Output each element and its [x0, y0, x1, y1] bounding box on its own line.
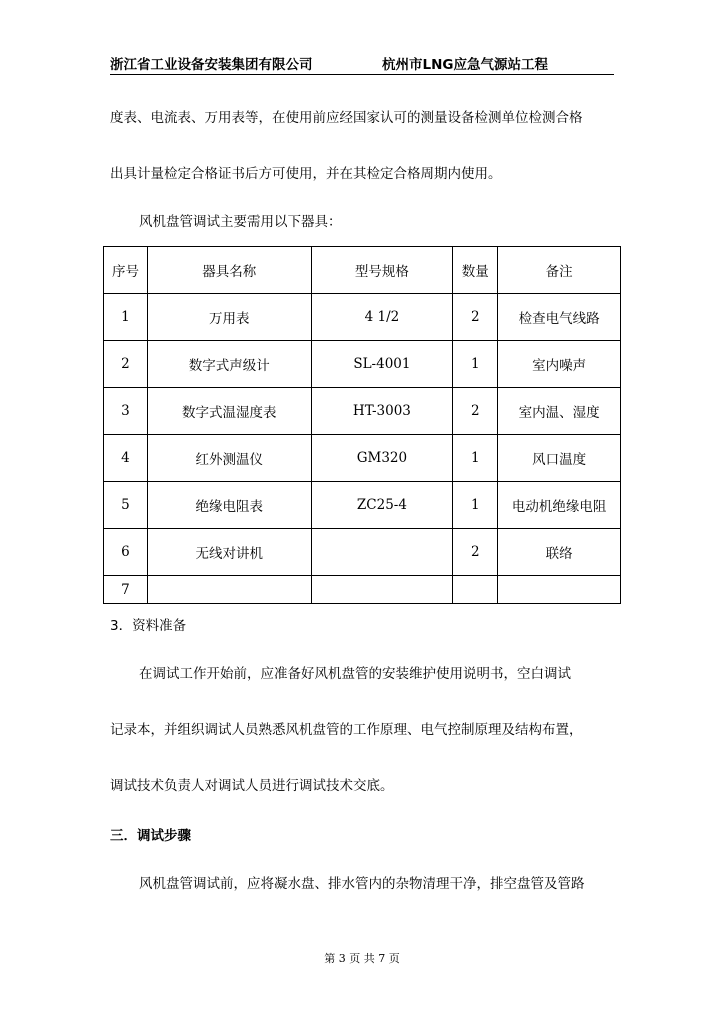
table-cell — [311, 529, 453, 576]
paragraph-line: 调试技术负责人对调试人员进行调试技术交底。 — [110, 778, 394, 794]
table-cell: 检查电气线路 — [498, 294, 621, 341]
table-cell: 联络 — [498, 529, 621, 576]
table-row — [104, 341, 621, 388]
table-cell: 4 1/2 — [311, 294, 453, 341]
table-row — [104, 482, 621, 529]
header-cell: 数量 — [453, 247, 498, 294]
table-cell — [453, 576, 498, 604]
table-row — [104, 529, 621, 576]
page-header — [110, 52, 614, 75]
table-row — [104, 294, 621, 341]
table-cell: GM320 — [311, 435, 453, 482]
table-cell: 万用表 — [147, 294, 311, 341]
table-cell: 7 — [104, 576, 148, 604]
table-cell: 室内温、湿度 — [498, 388, 621, 435]
table-cell: HT-3003 — [311, 388, 453, 435]
header-cell: 备注 — [498, 247, 621, 294]
page-number: 第 3 页 共 7 页 — [324, 952, 400, 965]
table-cell: 2 — [104, 341, 148, 388]
table-cell: 无线对讲机 — [147, 529, 311, 576]
table-row — [104, 435, 621, 482]
table-cell — [311, 576, 453, 604]
table-cell: 绝缘电阻表 — [147, 482, 311, 529]
section-heading: 3．资料准备 — [110, 618, 187, 634]
table-cell: 3 — [104, 388, 148, 435]
table-cell: 4 — [104, 435, 148, 482]
project-name: 杭州市LNG应急气源站工程 — [382, 57, 548, 73]
table-cell — [147, 576, 311, 604]
header-cell: 器具名称 — [147, 247, 311, 294]
table-cell: 1 — [104, 294, 148, 341]
paragraph-line: 风机盘管调试前，应将凝水盘、排水管内的杂物清理干净，排空盘管及管路 — [139, 876, 585, 892]
header-cell: 序号 — [104, 247, 148, 294]
header-cell: 型号规格 — [311, 247, 453, 294]
table-cell: 1 — [453, 341, 498, 388]
table-cell: ZC25-4 — [311, 482, 453, 529]
table-header-row — [104, 247, 621, 294]
table-cell: 数字式温湿度表 — [147, 388, 311, 435]
table-intro: 风机盘管调试主要需用以下器具： — [139, 214, 342, 230]
paragraph-line: 记录本，并组织调试人员熟悉风机盘管的工作原理、电气控制原理及结构布置， — [110, 722, 583, 738]
company-name: 浙江省工业设备安装集团有限公司 — [110, 57, 313, 73]
section-heading: 三．调试步骤 — [110, 828, 191, 844]
table-cell: 6 — [104, 529, 148, 576]
table-cell: SL-4001 — [311, 341, 453, 388]
table-cell: 1 — [453, 435, 498, 482]
table-cell: 室内噪声 — [498, 341, 621, 388]
paragraph-line: 度表、电流表、万用表等，在使用前应经国家认可的测量设备检测单位检测合格 — [110, 110, 583, 126]
table-row — [104, 388, 621, 435]
table-cell: 2 — [453, 294, 498, 341]
table-cell: 1 — [453, 482, 498, 529]
table-cell: 5 — [104, 482, 148, 529]
table-row — [104, 576, 621, 604]
table-cell: 数字式声级计 — [147, 341, 311, 388]
paragraph-line: 在调试工作开始前，应准备好风机盘管的安装维护使用说明书，空白调试 — [139, 666, 571, 682]
table-cell: 电动机绝缘电阻 — [498, 482, 621, 529]
table-cell: 2 — [453, 388, 498, 435]
table-cell: 红外测温仪 — [147, 435, 311, 482]
paragraph-line: 出具计量检定合格证书后方可使用，并在其检定合格周期内使用。 — [110, 166, 502, 182]
table-cell — [498, 576, 621, 604]
table-cell: 2 — [453, 529, 498, 576]
equipment-table — [103, 246, 621, 604]
table-cell: 风口温度 — [498, 435, 621, 482]
